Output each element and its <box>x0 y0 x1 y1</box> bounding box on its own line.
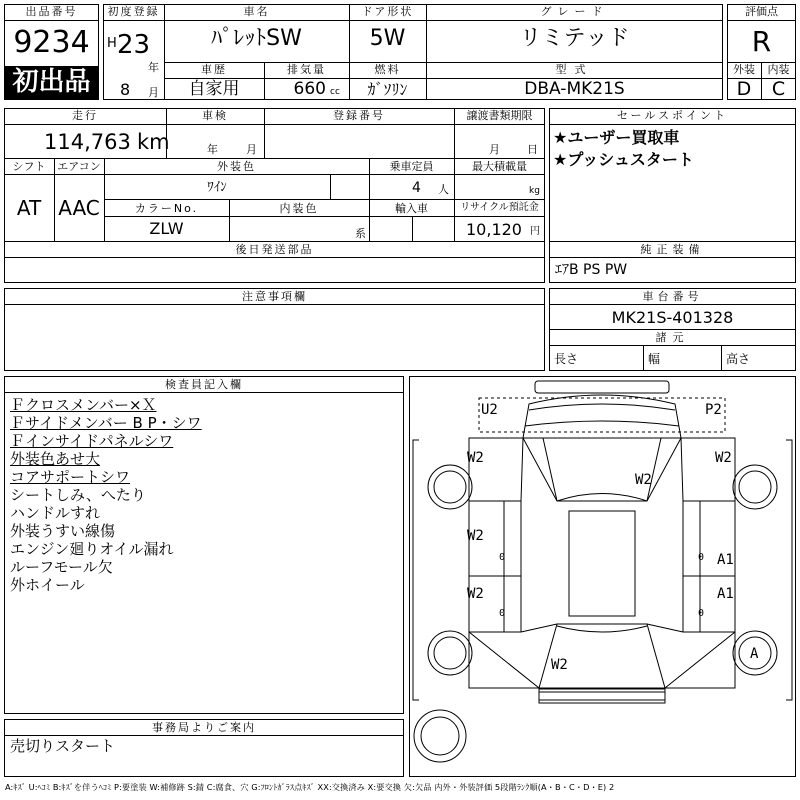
model-header: 型式 <box>555 63 594 76</box>
fuel-value: ｶﾞｿﾘﾝ <box>367 80 408 99</box>
inspector-item: ハンドルすれ <box>10 504 101 522</box>
int-color-unit: 系 <box>355 227 366 240</box>
inspection-month-unit: 月 <box>246 143 257 156</box>
door-header: ドア形状 <box>361 5 414 18</box>
inspector-item: シートしみ、へたり <box>10 486 146 504</box>
dims-width: 幅 <box>648 352 661 366</box>
transfer-month-unit: 月 <box>489 143 500 156</box>
ext-color-header: 外装色 <box>217 160 256 173</box>
load-unit: kg <box>529 186 540 196</box>
displacement-header: 排気量 <box>287 63 326 76</box>
map-mark-w2: W2 <box>635 472 652 488</box>
recycle-value: 10,120 <box>466 220 522 239</box>
reg-month: 8 <box>120 80 131 99</box>
sales-item: ★プッシュスタート <box>553 150 694 169</box>
mileage-value: 114,763 <box>44 130 131 154</box>
int-score-value: C <box>771 78 786 100</box>
grade-header: グレード <box>540 5 609 18</box>
reg-month-unit: 月 <box>148 86 159 99</box>
map-mark-zero: 0 <box>499 608 506 619</box>
inspector-item: Ｆインサイドパネルシワ <box>10 432 174 450</box>
recycle-header: リサイクル預託金 <box>460 202 539 213</box>
sales-item: ★ユーザー買取車 <box>553 128 680 147</box>
map-mark-a1: A1 <box>717 552 734 568</box>
notes-header: 注意事項欄 <box>242 290 307 303</box>
first-listing-label: 初出品 <box>12 67 91 97</box>
inspector-item: Ｆクロスメンバー×Ｘ <box>10 396 157 414</box>
map-mark-a1: A1 <box>717 586 734 602</box>
reg-year-unit: 年 <box>148 61 159 74</box>
inspector-list <box>10 396 202 594</box>
recycle-unit: 円 <box>530 226 540 237</box>
history-header: 車歴 <box>201 63 227 76</box>
map-mark-zero: 0 <box>698 608 705 619</box>
fuel-header: 燃料 <box>374 63 401 76</box>
model-value: DBA-MK21S <box>524 79 625 99</box>
equipment-value: ｴｱB PS PW <box>555 262 628 278</box>
ext-score-value: D <box>736 78 752 100</box>
ext-color-value: ﾜｲﾝ <box>207 180 227 195</box>
chassis-value: MK21S-401328 <box>611 308 734 327</box>
equipment-header: 純正装備 <box>640 243 705 256</box>
dims-header: 諸元 <box>655 331 690 344</box>
inspector-item: 外装うすい線傷 <box>10 522 116 540</box>
car-name: ﾊﾟﾚｯﾄSW <box>211 26 302 51</box>
aircon-header: エアコン <box>57 160 101 173</box>
reg-year: 23 <box>117 30 151 60</box>
inspector-item: コアサポートシワ <box>10 468 131 486</box>
score-value: R <box>751 25 772 58</box>
int-color-header: 内装色 <box>279 202 319 215</box>
inspection-year-unit: 年 <box>207 143 218 156</box>
map-mark-zero: 0 <box>698 552 705 563</box>
shift-header: シフト <box>12 160 46 173</box>
load-header: 最大積載量 <box>472 160 527 173</box>
office-value: 売切りスタート <box>10 737 116 755</box>
color-no-value: ZLW <box>149 219 184 238</box>
capacity-header: 乗車定員 <box>389 160 434 173</box>
transfer-day-unit: 日 <box>527 143 538 156</box>
grade-value: リミテッド <box>519 26 630 51</box>
displacement-value: 660 <box>293 79 326 99</box>
dims-height: 高さ <box>726 352 751 366</box>
later-parts-header: 後日発送部品 <box>235 243 314 256</box>
inspector-item: 外装色あせ大 <box>10 450 101 468</box>
capacity-unit: 人 <box>438 183 449 196</box>
chassis-header: 車台番号 <box>642 290 703 303</box>
inspector-item: 外ホイール <box>10 576 85 594</box>
map-mark-w2: W2 <box>715 450 732 466</box>
color-no-header: カラーNo. <box>134 202 199 215</box>
shift-value: AT <box>16 196 42 220</box>
car-damage-map <box>409 376 796 777</box>
legend: A:ｷｽﾞ U:ﾍｺﾐ B:ｷｽﾞを伴うﾍｺﾐ P:要塗装 W:補修跡 S:錆 C:腐食、穴 G:ﾌﾛﾝﾄｶﾞﾗｽ点ｷｽﾞ XX:交換済み X:要交換 欠:欠品 内外・外装評価 5段階ﾗﾝｸ順(A・B・C・D・E) 2 <box>5 782 615 792</box>
displacement-unit: cc <box>330 87 340 97</box>
map-mark-w2: W2 <box>551 657 568 673</box>
capacity-value: 4 <box>412 180 421 196</box>
map-mark-w2: W2 <box>467 528 484 544</box>
inspection-header: 車検 <box>202 109 228 122</box>
map-mark-w2: W2 <box>467 450 484 466</box>
map-mark-zero: 0 <box>499 552 506 563</box>
door-value: 5W <box>369 26 406 51</box>
reg-header: 初度登録 <box>107 5 160 18</box>
map-mark-w2: W2 <box>467 586 484 602</box>
dims-length: 長さ <box>554 352 579 366</box>
ext-score-header: 外装 <box>733 63 755 76</box>
mileage-unit: km <box>137 130 170 154</box>
import-header: 輸入車 <box>395 202 428 215</box>
map-mark-p2: P2 <box>705 402 722 418</box>
map-mark-u2: U2 <box>481 402 498 418</box>
history-value: 自家用 <box>188 79 240 99</box>
inspector-item: Ｆサイドメンバー B P・シワ <box>10 414 202 432</box>
inspector-item: ルーフモール欠 <box>10 558 113 576</box>
office-header: 事務局よりご案内 <box>152 721 256 734</box>
score-header: 評価点 <box>745 5 778 18</box>
lot-header: 出品番号 <box>25 5 78 18</box>
lot-number: 9234 <box>13 25 90 60</box>
inspector-item: エンジン廻りオイル漏れ <box>10 540 174 558</box>
aircon-value: AAC <box>58 196 100 220</box>
mileage-header: 走行 <box>72 109 98 122</box>
sales-header: セールスポイント <box>616 109 728 122</box>
transfer-header: 譲渡書類期限 <box>466 109 533 122</box>
int-score-header: 内装 <box>767 63 790 76</box>
plate-header: 登録番号 <box>333 109 385 122</box>
map-mark-a: A <box>750 646 759 662</box>
reg-era: H <box>107 36 117 51</box>
inspector-header: 検査員記入欄 <box>165 378 243 391</box>
car-header: 車名 <box>243 5 270 18</box>
